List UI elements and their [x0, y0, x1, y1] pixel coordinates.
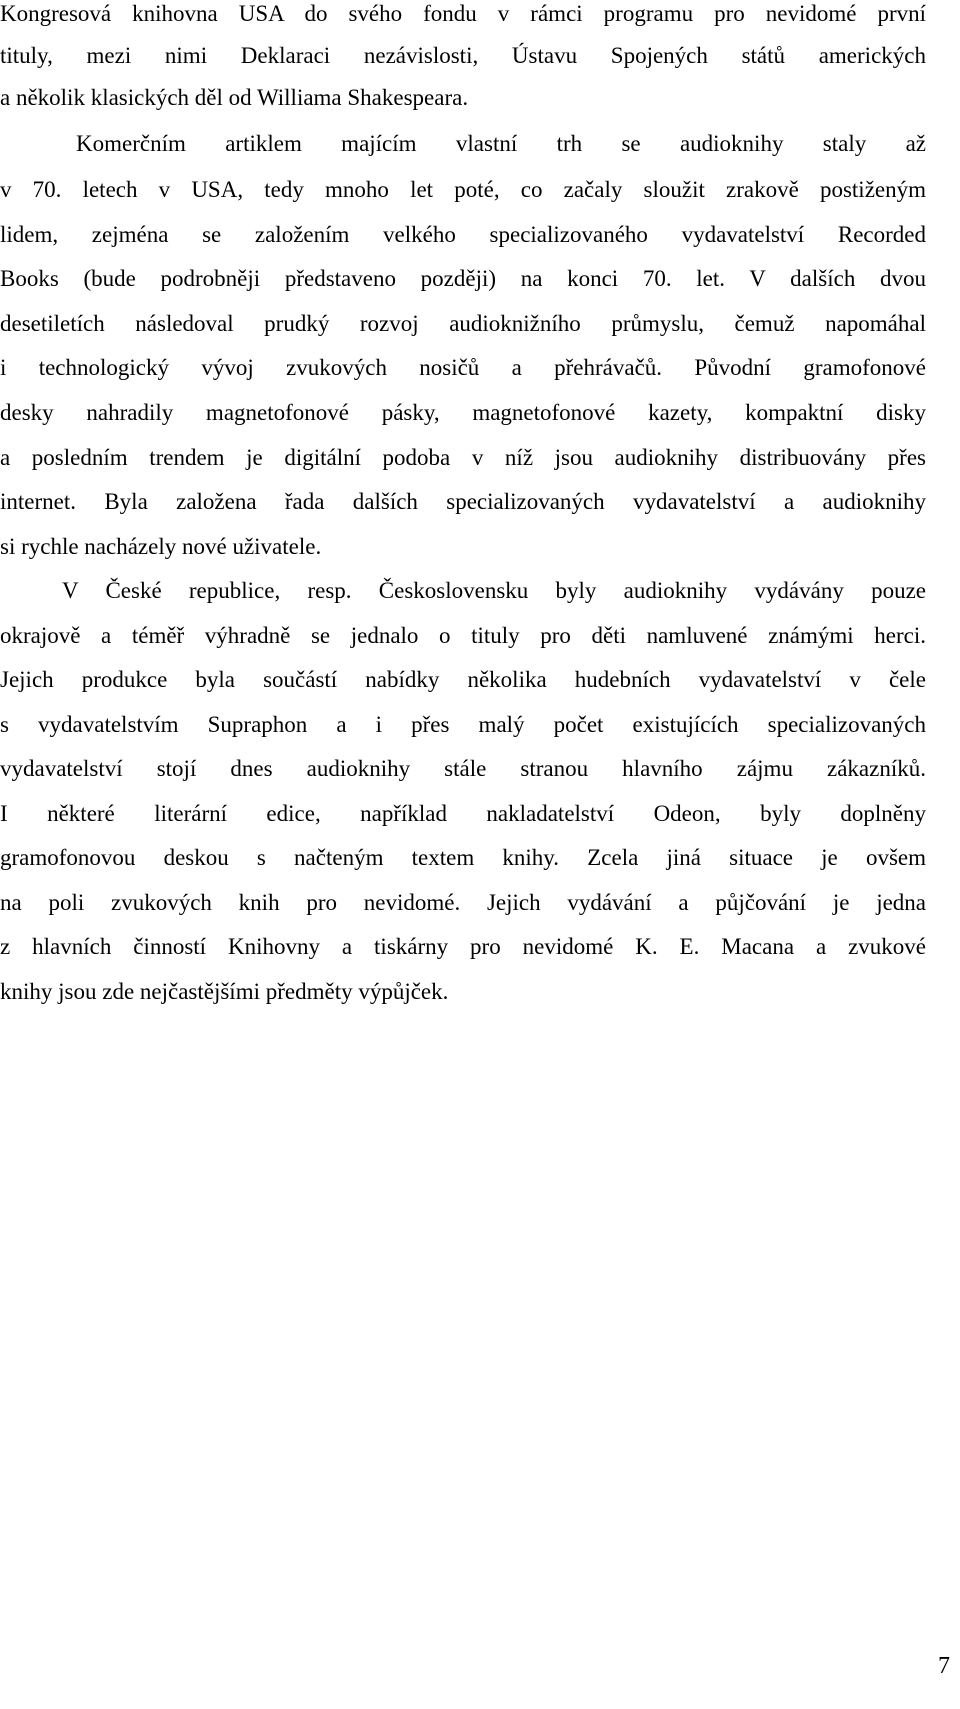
text-line: Kongresová knihovna USA do svého fondu v rámci programu pro nevidomé první — [0, 1, 926, 26]
text-line: gramofonovou deskou s načteným textem knihy. Zcela jiná situace je ovšem — [0, 845, 926, 870]
text-line: Komerčním artiklem majícím vlastní trh se audioknihy staly až — [76, 131, 926, 156]
text-line: s vydavatelstvím Supraphon a i přes malý počet existujících specializovaných — [0, 712, 926, 737]
text-line: desky nahradily magnetofonové pásky, magnetofonové kazety, kompaktní disky — [0, 400, 926, 425]
text-line: I některé literární edice, například nakladatelství Odeon, byly doplněny — [0, 801, 926, 826]
page-number: 7 — [938, 1653, 950, 1679]
text-line: vydavatelství stojí dnes audioknihy stále stranou hlavního zájmu zákazníků. — [0, 756, 926, 781]
text-line: na poli zvukových knih pro nevidomé. Jejich vydávání a půjčování je jedna — [0, 890, 926, 915]
text-line: Jejich produkce byla součástí nabídky několika hudebních vydavatelství v čele — [0, 667, 926, 692]
text-line: internet. Byla založena řada dalších specializovaných vydavatelství a audioknihy — [0, 489, 926, 514]
text-line: a několik klasických děl od Williama Shakespeara. — [0, 85, 469, 110]
text-line: knihy jsou zde nejčastějšími předměty výpůjček. — [0, 979, 449, 1004]
text-line: i technologický vývoj zvukových nosičů a přehrávačů. Původní gramofonové — [0, 355, 926, 380]
text-line: tituly, mezi nimi Deklaraci nezávislosti, Ústavu Spojených států amerických — [0, 43, 926, 68]
text-line: lidem, zejména se založením velkého specializovaného vydavatelství Recorded — [0, 222, 926, 247]
text-line: v 70. letech v USA, tedy mnoho let poté, co začaly sloužit zrakově postiženým — [0, 177, 926, 202]
text-line: desetiletích následoval prudký rozvoj audioknižního průmyslu, čemuž napomáhal — [0, 311, 926, 336]
text-line: a posledním trendem je digitální podoba v níž jsou audioknihy distribuovány přes — [0, 445, 926, 470]
text-line: okrajově a téměř výhradně se jednalo o tituly pro děti namluvené známými herci. — [0, 623, 926, 648]
text-line: Books (bude podrobněji představeno později) na konci 70. let. V dalších dvou — [0, 266, 926, 291]
text-line: si rychle nacházely nové uživatele. — [0, 534, 322, 559]
text-line: V České republice, resp. Československu byly audioknihy vydávány pouze — [62, 578, 926, 603]
text-line: z hlavních činností Knihovny a tiskárny pro nevidomé K. E. Macana a zvukové — [0, 934, 926, 959]
